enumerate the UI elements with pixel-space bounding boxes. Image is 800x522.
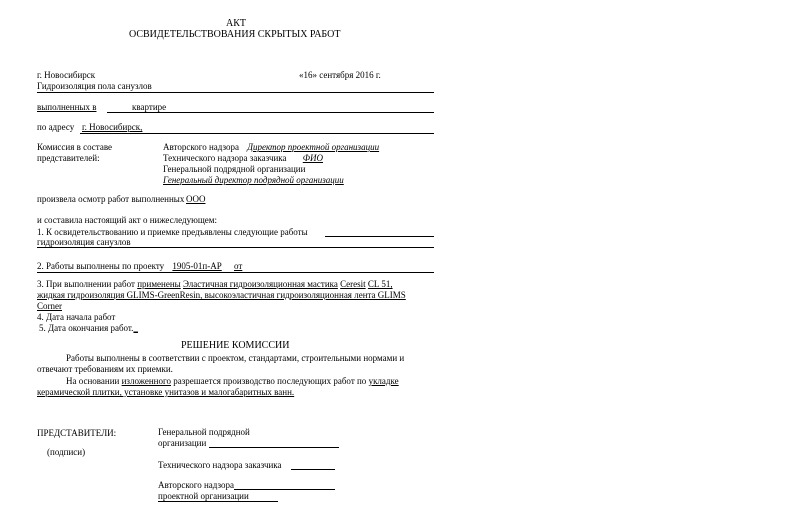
inspection-value: ООО (186, 194, 206, 204)
decision-line-1: Работы выполнены в соответствии с проектом, стандартами, строительными нормами и (66, 353, 405, 363)
item-1-label: 1. К освидетельствованию и приемке предъявлены следующие работы (37, 227, 308, 237)
act-date: «16» сентября 2016 г. (299, 70, 381, 80)
underline (325, 236, 434, 237)
rep-contractor-line-2: организации (158, 438, 207, 448)
item-3-line-3: Corner (37, 301, 62, 311)
decision-line-3-start: На основании (66, 376, 120, 386)
customer-value: ФИО (302, 153, 324, 163)
author-supervision (163, 142, 379, 153)
item-3-brand: Ceresit (340, 279, 366, 289)
decision-line-2: отвечают требованиям их приемки. (37, 364, 173, 374)
underline (37, 247, 434, 248)
rep-contractor-line-1: Генеральной подрядной (158, 427, 250, 437)
city: г. Новосибирск (37, 70, 96, 80)
rep-author-line-1: Авторского надзора (158, 480, 234, 490)
document-title: АКТ (226, 18, 246, 29)
decision-heading: РЕШЕНИЕ КОМИССИИ (181, 340, 290, 351)
author-value: Директор проектной организации (247, 142, 380, 152)
author-label: Авторского надзора (163, 142, 239, 152)
signature-line (291, 469, 335, 470)
decision-line-3-mid: разрешается производство последующих работ по (170, 376, 369, 386)
rep-customer: Технического надзора заказчика (158, 460, 282, 470)
decision-line-4: керамической плитки, установке унитазов и малогабаритных ванн. (37, 387, 295, 397)
customer-supervision (163, 153, 323, 164)
item-5 (39, 323, 138, 334)
commission-label-2: представителей: (37, 153, 100, 163)
signature-line (234, 489, 335, 490)
performed-in-label: выполненных в (37, 102, 97, 112)
address-value: г. Новосибирск, (82, 122, 143, 132)
item-3-applied: применены (137, 279, 181, 289)
item-3-label: 3. При выполнении работ (37, 279, 135, 289)
item-4: 4. Дата начала работ (37, 312, 116, 322)
item-2-label: 2. Работы выполнены по проекту (37, 261, 165, 271)
decision-line-3 (66, 376, 399, 387)
underline (37, 272, 434, 273)
signature-line (158, 501, 278, 502)
item-2-suffix: от (233, 261, 243, 271)
customer-label: Технического надзора заказчика (163, 153, 287, 163)
item-3-line-1 (37, 279, 393, 290)
item-2 (37, 261, 242, 272)
address-label: по адресу (37, 122, 75, 132)
item-3-material-end: CL 51, (367, 279, 393, 289)
rep-author-line-2: проектной организации (158, 491, 249, 501)
representatives-label: ПРЕДСТАВИТЕЛИ: (37, 428, 117, 438)
act-intro: и составила настоящий акт о нижеследующем: (37, 215, 217, 225)
item-1-value: гидроизоляция санузлов (37, 237, 131, 247)
decision-line-3-end: укладке (368, 376, 399, 386)
item-3-line-2: жидкая гидроизоляция GLIMS-GreenResin, высокоэластичная гидроизоляционная лента GLIMS (37, 290, 406, 300)
underline (37, 92, 434, 93)
performed-in-value: квартире (132, 102, 167, 112)
item-2-value: 1905-01п-АР (172, 261, 222, 271)
contractor-value: Генеральный директор подрядной организации (163, 175, 344, 185)
signature-line (209, 447, 339, 448)
inspection-label: произвела осмотр работ выполненных (37, 194, 185, 204)
item-5-value: _ (133, 323, 138, 333)
work-name: Гидроизоляция пола санузлов (37, 81, 152, 91)
underline (80, 133, 434, 134)
underline (107, 112, 434, 113)
commission-label-1: Комиссия в составе (37, 142, 113, 152)
document-subtitle: ОСВИДЕТЕЛЬСТВОВАНИЯ СКРЫТЫХ РАБОТ (129, 29, 341, 40)
contractor-label: Генеральной подрядной организации (163, 164, 306, 174)
item-3-material: Эластичная гидроизоляционная мастика (182, 279, 338, 289)
decision-line-3-word: изложенного (121, 376, 171, 386)
item-5-label: 5. Дата окончания работ. (39, 323, 134, 333)
signatures-label: (подписи) (47, 447, 86, 457)
